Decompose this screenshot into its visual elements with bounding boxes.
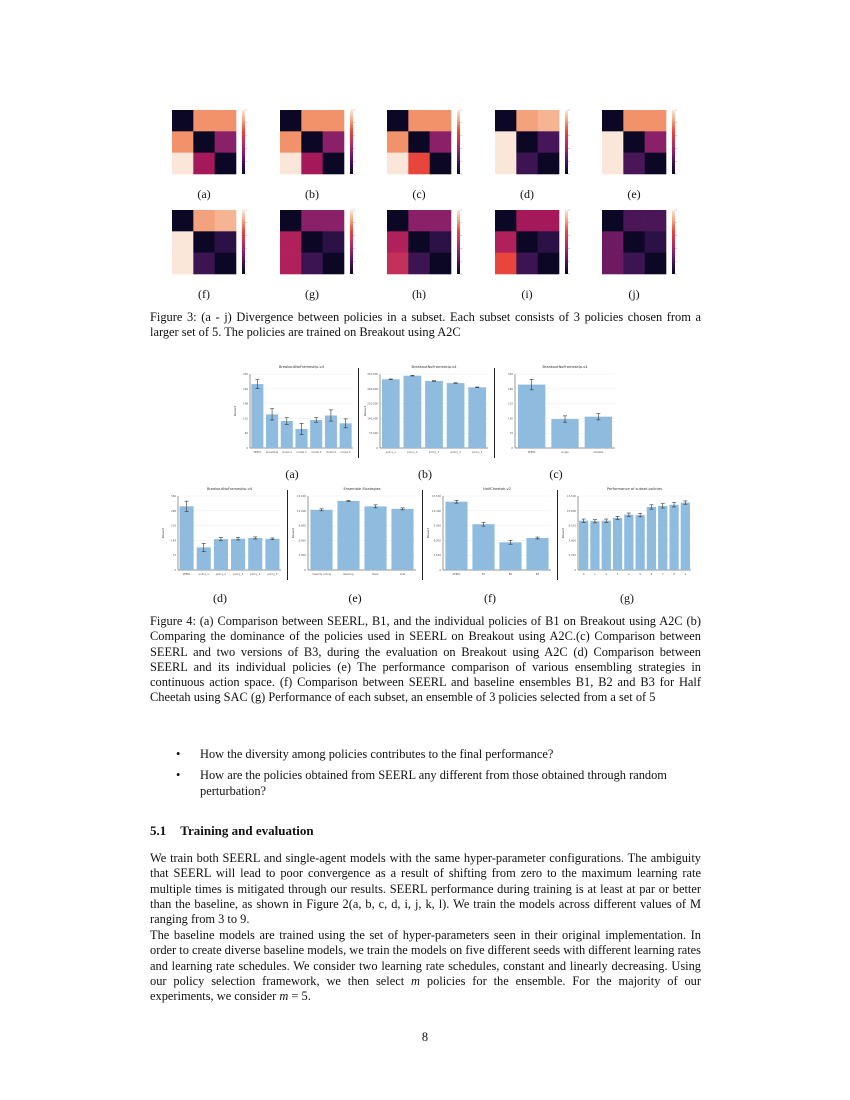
chart-title: BreakoutNoFrameskip-v4 bbox=[206, 487, 253, 491]
y-tick-label: 198 bbox=[243, 402, 248, 406]
bar bbox=[310, 420, 322, 448]
bar bbox=[337, 501, 359, 570]
bar bbox=[404, 376, 422, 448]
section-title: Training and evaluation bbox=[180, 823, 314, 838]
bar bbox=[248, 538, 262, 570]
y-axis-label: Reward bbox=[291, 527, 295, 539]
heatmap-colorbar bbox=[672, 210, 675, 274]
x-tick-label: policy_2 bbox=[215, 573, 227, 576]
bar bbox=[624, 515, 633, 570]
bar bbox=[447, 383, 465, 448]
heatmap-cell bbox=[280, 153, 302, 175]
heatmap-cell bbox=[387, 153, 409, 175]
heatmap-cell bbox=[602, 253, 624, 275]
heatmap bbox=[164, 104, 264, 184]
bar bbox=[526, 538, 548, 570]
heatmap-cell bbox=[193, 210, 215, 232]
heatmap-cell bbox=[193, 131, 215, 153]
x-tick-label: 7 bbox=[661, 573, 664, 576]
bar bbox=[214, 539, 228, 570]
subfigure-label: (f) bbox=[198, 287, 210, 301]
y-tick-label: 360 bbox=[171, 495, 176, 498]
heatmap-cell bbox=[516, 131, 538, 153]
subfigure-label: (b) bbox=[305, 187, 319, 201]
y-tick-label: 13,500 bbox=[566, 495, 576, 498]
chart-title: BreakoutNoFrameskip-v4 bbox=[411, 365, 457, 369]
subfigure-label: (j) bbox=[628, 287, 640, 301]
x-tick-label: policy_3 bbox=[428, 451, 440, 454]
heatmap-cell bbox=[623, 153, 645, 175]
heatmap bbox=[272, 104, 372, 184]
y-tick-label: 12,000 bbox=[296, 509, 306, 513]
heatmap-cell bbox=[301, 153, 323, 175]
x-tick-label: 3 bbox=[616, 573, 619, 576]
x-tick-label: policy_4 bbox=[250, 573, 261, 576]
heatmap bbox=[487, 104, 587, 184]
x-tick-label: model 3 bbox=[311, 451, 322, 454]
x-tick-label: Rank bbox=[372, 573, 379, 576]
y-tick-label: 2,700 bbox=[568, 554, 576, 558]
bar bbox=[590, 521, 599, 570]
y-tick-label: 216 bbox=[171, 524, 176, 528]
bar bbox=[231, 539, 245, 570]
heatmap-cell bbox=[430, 210, 452, 232]
subfigure-label: (a) bbox=[197, 187, 211, 201]
heatmap-cell bbox=[495, 231, 517, 253]
heatmap-cell bbox=[172, 253, 194, 275]
heatmap-colorbar bbox=[457, 110, 460, 174]
heatmap bbox=[379, 204, 479, 284]
heatmap-cell bbox=[323, 210, 345, 232]
bar bbox=[613, 518, 622, 570]
heatmap-cell bbox=[645, 153, 667, 175]
bar bbox=[658, 506, 667, 570]
subfigure-label: (f) bbox=[484, 591, 496, 605]
heatmap-cell bbox=[323, 153, 345, 175]
y-tick-label: 210 bbox=[508, 402, 513, 406]
y-tick-label: 140 bbox=[508, 417, 513, 421]
heatmap-cell bbox=[323, 131, 345, 153]
x-tick-label: model 4 bbox=[325, 451, 337, 454]
bar bbox=[585, 417, 612, 448]
heatmap-cell bbox=[430, 253, 452, 275]
heatmap-cell bbox=[408, 131, 430, 153]
bar bbox=[382, 379, 400, 448]
bar bbox=[251, 384, 263, 448]
x-tick-label: policy_5 bbox=[267, 573, 278, 576]
panel-divider bbox=[287, 490, 288, 580]
y-tick-label: 66 bbox=[244, 432, 248, 436]
subfigure-label: (d) bbox=[213, 591, 227, 605]
y-tick-label: 140,000 bbox=[367, 417, 378, 421]
heatmap-cell bbox=[430, 131, 452, 153]
heatmap-cell bbox=[516, 210, 538, 232]
bar bbox=[472, 524, 494, 570]
x-tick-label: 9 bbox=[684, 573, 687, 576]
x-tick-label: policy_3 bbox=[232, 573, 244, 576]
heatmap-cell bbox=[645, 253, 667, 275]
y-tick-label: 70,000 bbox=[368, 432, 378, 436]
y-tick-label: 0 bbox=[439, 569, 441, 572]
bar bbox=[681, 503, 690, 570]
y-tick-label: 264 bbox=[243, 387, 248, 391]
heatmap-cell bbox=[172, 210, 194, 232]
panel-divider bbox=[494, 368, 495, 458]
bar-chart bbox=[497, 362, 619, 462]
y-tick-label: 5,400 bbox=[568, 539, 576, 543]
bar-chart bbox=[362, 362, 492, 462]
heatmap-cell bbox=[623, 131, 645, 153]
heatmap-colorbar bbox=[672, 110, 675, 174]
heatmap-cell bbox=[516, 153, 538, 175]
paragraph: We train both SEERL and single-agent models with the same hyper-parameter configurations. The ambiguity that SEERL will lead to poor convergence as a result of shifting from zero to the maximum learning rate multiple times is mitigated through our results. SEERL performance during training is at least at par or better than the baseline, as shown in Figure 2(a, b, c, d, i, j, k, l). We train the models across different values of M ranging from 3 to 9. bbox=[150, 851, 701, 927]
heatmap-cell bbox=[645, 110, 667, 132]
x-tick-label: model 2 bbox=[296, 451, 307, 454]
panel-divider bbox=[557, 490, 558, 580]
bar bbox=[391, 509, 413, 570]
x-tick-label: 6 bbox=[650, 573, 653, 576]
heatmap-cell bbox=[430, 153, 452, 175]
heatmap-cell bbox=[516, 231, 538, 253]
heatmap-cell bbox=[172, 110, 194, 132]
heatmap-cell bbox=[645, 131, 667, 153]
heatmap-cell bbox=[602, 210, 624, 232]
x-tick-label: model 5 bbox=[340, 451, 351, 454]
bar-chart bbox=[425, 484, 555, 584]
x-tick-label: SEERL bbox=[182, 573, 191, 576]
heatmap-cell bbox=[323, 110, 345, 132]
bar bbox=[647, 507, 656, 570]
y-axis-label: Reward bbox=[161, 527, 165, 539]
heatmap-cell bbox=[323, 231, 345, 253]
subfigure-label: (e) bbox=[627, 187, 641, 201]
y-tick-label: 6,200 bbox=[433, 539, 441, 543]
subfigure-label: (i) bbox=[521, 287, 533, 301]
heatmap-colorbar bbox=[242, 210, 245, 274]
heatmap-cell bbox=[193, 153, 215, 175]
heatmap-colorbar bbox=[350, 210, 353, 274]
y-tick-label: 15,500 bbox=[431, 495, 441, 498]
y-tick-label: 132 bbox=[243, 417, 248, 421]
y-tick-label: 350 bbox=[508, 373, 513, 376]
y-axis-label: Reward bbox=[233, 405, 237, 417]
heatmap-cell bbox=[495, 153, 517, 175]
heatmap-cell bbox=[430, 231, 452, 253]
y-tick-label: 210,000 bbox=[367, 402, 378, 406]
x-tick-label: SEERL bbox=[452, 573, 461, 576]
heatmap bbox=[594, 204, 694, 284]
heatmap-colorbar bbox=[242, 110, 245, 174]
heatmap bbox=[164, 204, 264, 284]
heatmap-cell bbox=[645, 210, 667, 232]
chart-title: HalfCheetah-v2 bbox=[483, 487, 511, 491]
chart-title: Ensemble Strategies bbox=[343, 487, 381, 491]
heatmap-cell bbox=[387, 131, 409, 153]
panel-divider bbox=[358, 368, 359, 458]
x-tick-label: B2 bbox=[508, 573, 513, 576]
x-tick-label: Vote bbox=[399, 573, 406, 576]
x-tick-label: Ranking bbox=[343, 573, 354, 576]
heatmap-cell bbox=[408, 231, 430, 253]
heatmap-cell bbox=[215, 231, 237, 253]
y-axis-label: Reward bbox=[561, 527, 565, 539]
x-tick-label: policy_4 bbox=[450, 451, 461, 454]
subfigure-label: (a) bbox=[285, 467, 299, 481]
bar bbox=[265, 539, 279, 570]
x-tick-label: policy_1 bbox=[198, 573, 209, 576]
x-tick-label: B3 bbox=[535, 573, 540, 576]
y-axis-label: Reward bbox=[363, 405, 367, 417]
heatmap-cell bbox=[323, 253, 345, 275]
y-tick-label: 70 bbox=[509, 432, 513, 436]
subfigure-label: (h) bbox=[412, 287, 426, 301]
heatmap-cell bbox=[538, 110, 560, 132]
heatmap-cell bbox=[495, 131, 517, 153]
y-tick-label: 330 bbox=[243, 373, 248, 376]
heatmap-cell bbox=[538, 231, 560, 253]
heatmap-cell bbox=[387, 110, 409, 132]
y-tick-label: 0 bbox=[304, 569, 306, 572]
bar bbox=[468, 387, 486, 448]
figure-4-caption: Figure 4: (a) Comparison between SEERL, B1, and the individual policies of B1 on Breakout using A2C (b) Comparing the dominance of the policies used in SEERL on Breakout using A2C.(c) Comparison between SEERL and two versions of B3, during the evaluation on Breakout using A2C (d) Comparison between SEERL and its individual policies (e) The performance comparison of various ensembling strategies in continuous action space. (f) Comparison between SEERL and baseline ensembles B1, B2 and B3 for Half Cheetah using SAC (g) Performance of each subset, an ensemble of 3 policies selected from a set of 5 bbox=[150, 614, 701, 705]
heatmap-cell bbox=[215, 210, 237, 232]
heatmap-cell bbox=[387, 210, 409, 232]
heatmap-cell bbox=[215, 153, 237, 175]
heatmap-cell bbox=[301, 253, 323, 275]
bar bbox=[281, 421, 293, 448]
y-tick-label: 3,100 bbox=[433, 554, 441, 558]
heatmap-cell bbox=[408, 153, 430, 175]
y-tick-label: 144 bbox=[171, 539, 176, 543]
y-tick-label: 72 bbox=[172, 554, 176, 558]
bullet-item: • How are the policies obtained from SEERL any different from those obtained through random perturbation? bbox=[176, 768, 667, 798]
heatmap-cell bbox=[623, 253, 645, 275]
figure-3-caption: Figure 3: (a - j) Divergence between policies in a subset. Each subset consists of 3 policies chosen from a larger set of 5. The policies are trained on Breakout using A2C bbox=[150, 310, 701, 340]
heatmap bbox=[487, 204, 587, 284]
y-tick-label: 9,300 bbox=[433, 524, 441, 528]
y-tick-label: 15,000 bbox=[296, 495, 306, 498]
heatmap bbox=[379, 104, 479, 184]
heatmap-cell bbox=[538, 210, 560, 232]
heatmap-cell bbox=[215, 131, 237, 153]
heatmap bbox=[594, 104, 694, 184]
x-tick-label: policy_5 bbox=[472, 451, 483, 454]
heatmap-cell bbox=[602, 231, 624, 253]
heatmap-cell bbox=[408, 253, 430, 275]
chart-title: BreakoutNoFrameskip-v4 bbox=[278, 365, 325, 369]
heatmap-cell bbox=[623, 110, 645, 132]
y-tick-label: 0 bbox=[376, 447, 378, 450]
heatmap-cell bbox=[623, 231, 645, 253]
heatmap-cell bbox=[495, 253, 517, 275]
y-tick-label: 0 bbox=[174, 569, 176, 572]
heatmap-cell bbox=[172, 231, 194, 253]
x-tick-label: multiple bbox=[593, 451, 604, 454]
heatmap-colorbar bbox=[350, 110, 353, 174]
section-heading bbox=[150, 823, 328, 839]
heatmap-cell bbox=[602, 153, 624, 175]
heatmap-cell bbox=[172, 153, 194, 175]
y-tick-label: 12,400 bbox=[431, 509, 441, 513]
x-tick-label: model 1 bbox=[281, 451, 292, 454]
heatmap-cell bbox=[516, 110, 538, 132]
subfigure-label: (b) bbox=[418, 467, 432, 481]
x-tick-label: single bbox=[561, 451, 569, 454]
subfigure-label: (g) bbox=[305, 287, 319, 301]
subfigure-label: (c) bbox=[412, 187, 426, 201]
y-tick-label: 0 bbox=[246, 447, 248, 450]
x-tick-label: 5 bbox=[639, 573, 641, 576]
heatmap-cell bbox=[215, 253, 237, 275]
heatmap-cell bbox=[495, 110, 517, 132]
heatmap-cell bbox=[193, 231, 215, 253]
heatmap-cell bbox=[301, 131, 323, 153]
bar bbox=[551, 419, 578, 448]
subfigure-label: (g) bbox=[620, 591, 634, 605]
x-tick-label: policy_1 bbox=[385, 451, 396, 454]
heatmap-cell bbox=[387, 253, 409, 275]
y-tick-label: 6,000 bbox=[298, 539, 306, 543]
y-tick-label: 288 bbox=[171, 509, 176, 513]
x-tick-label: B1 bbox=[481, 573, 486, 576]
y-axis-label: Reward bbox=[426, 527, 430, 539]
bar-chart bbox=[290, 484, 420, 584]
bar-chart bbox=[160, 484, 285, 584]
heatmap-cell bbox=[516, 253, 538, 275]
heatmap-cell bbox=[602, 131, 624, 153]
heatmap-cell bbox=[538, 153, 560, 175]
x-tick-label: SEERL bbox=[253, 451, 262, 454]
heatmap-cell bbox=[495, 210, 517, 232]
heatmap-cell bbox=[430, 110, 452, 132]
bar-chart bbox=[560, 484, 695, 584]
bar-chart bbox=[232, 362, 357, 462]
heatmap-cell bbox=[280, 253, 302, 275]
bar bbox=[364, 506, 386, 570]
x-tick-label: ensemble bbox=[265, 451, 279, 454]
bullet-text: How the diversity among policies contributes to the final performance? bbox=[200, 747, 554, 761]
bar bbox=[499, 542, 521, 570]
heatmap-cell bbox=[602, 110, 624, 132]
x-tick-label: policy_2 bbox=[407, 451, 418, 454]
heatmap-cell bbox=[301, 210, 323, 232]
y-tick-label: 3,000 bbox=[298, 554, 306, 558]
bar bbox=[602, 521, 611, 570]
chart-title: BreakoutNoFrameskip-v4 bbox=[542, 365, 588, 369]
section-number: 5.1 bbox=[150, 823, 167, 838]
x-tick-label: 0 bbox=[582, 573, 585, 576]
heatmap-cell bbox=[172, 131, 194, 153]
bar bbox=[425, 381, 443, 448]
chart-title: Performance of subset policies bbox=[606, 487, 663, 491]
bullet-text: How are the policies obtained from SEERL any different from those obtained through random perturbation? bbox=[200, 768, 667, 798]
y-tick-label: 8,100 bbox=[568, 524, 576, 528]
heatmap-cell bbox=[408, 210, 430, 232]
heatmap-cell bbox=[280, 110, 302, 132]
heatmap-cell bbox=[193, 253, 215, 275]
x-tick-label: 1 bbox=[594, 573, 596, 576]
x-tick-label: SEERL bbox=[527, 451, 536, 454]
heatmap-cell bbox=[280, 131, 302, 153]
bar bbox=[579, 521, 588, 570]
bar bbox=[445, 502, 467, 570]
x-tick-label: 4 bbox=[628, 573, 630, 576]
bullet-list bbox=[170, 747, 701, 805]
bar bbox=[180, 506, 194, 570]
panel-divider bbox=[422, 490, 423, 580]
heatmap-colorbar bbox=[565, 110, 568, 174]
heatmap-cell bbox=[301, 110, 323, 132]
heatmap-cell bbox=[538, 253, 560, 275]
heatmap-cell bbox=[280, 231, 302, 253]
heatmap-cell bbox=[645, 231, 667, 253]
subfigure-label: (c) bbox=[549, 467, 563, 481]
subfigure-label: (e) bbox=[348, 591, 362, 605]
page-number: 8 bbox=[421, 1030, 429, 1044]
bar bbox=[669, 505, 678, 570]
heatmap-colorbar bbox=[457, 210, 460, 274]
bar bbox=[636, 515, 645, 570]
paragraph: The baseline models are trained using the set of hyper-parameters seen in their original implementation. In order to create diverse baseline models, we train the models on five different seeds with different learning rates and learning rate schedules. We consider two learning rate schedules, constant and linearly decreasing. Using our policy selection framework, we then select m policies for the ensemble. For the majority of our experiments, we consider m = 5. bbox=[150, 928, 701, 1004]
y-tick-label: 0 bbox=[511, 447, 513, 450]
y-tick-label: 10,800 bbox=[566, 509, 576, 513]
x-tick-label: majority voting bbox=[311, 573, 332, 576]
heatmap-cell bbox=[538, 131, 560, 153]
heatmap-cell bbox=[280, 210, 302, 232]
heatmap-cell bbox=[301, 231, 323, 253]
heatmap-cell bbox=[623, 210, 645, 232]
x-tick-label: 2 bbox=[605, 573, 608, 576]
y-tick-label: 9,000 bbox=[298, 524, 306, 528]
subfigure-label: (d) bbox=[520, 187, 534, 201]
y-tick-label: 0 bbox=[574, 569, 576, 572]
y-tick-label: 280,000 bbox=[367, 387, 378, 391]
x-tick-label: 8 bbox=[673, 573, 675, 576]
heatmap bbox=[272, 204, 372, 284]
bullet-item: • How the diversity among policies contributes to the final performance? bbox=[176, 747, 554, 761]
y-tick-label: 350,000 bbox=[367, 373, 378, 376]
heatmap-cell bbox=[193, 110, 215, 132]
heatmap-cell bbox=[215, 110, 237, 132]
bar bbox=[310, 510, 332, 570]
heatmap-cell bbox=[387, 231, 409, 253]
y-tick-label: 280 bbox=[508, 387, 513, 391]
bar bbox=[518, 385, 545, 448]
heatmap-cell bbox=[408, 110, 430, 132]
heatmap-colorbar bbox=[565, 210, 568, 274]
